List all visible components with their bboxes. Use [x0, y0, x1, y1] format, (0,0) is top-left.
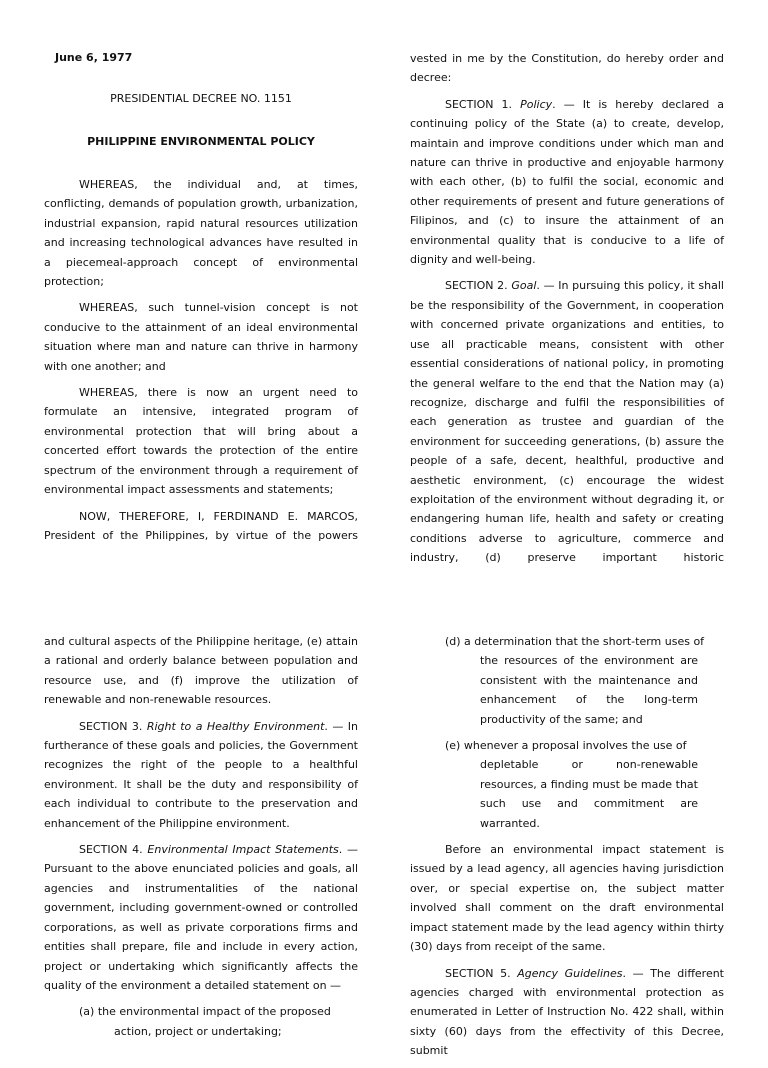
section-5-label: SECTION 5. — [445, 966, 511, 980]
section-5-title: Agency Guidelines — [517, 966, 623, 980]
section-2-title: Goal — [511, 279, 537, 293]
section-4 — [44, 840, 358, 995]
list-item-e-lead: (e) whenever a proposal involves the use of — [445, 739, 687, 753]
list-item-e-rest: depletable or non-renewable resources, a finding must be made that such use and commitment are warranted. — [480, 758, 698, 830]
section-3-label: SECTION 3. — [79, 719, 143, 733]
list-item-d — [410, 632, 724, 729]
section-1-title: Policy — [520, 97, 553, 111]
section-3-text: . — In furtherance of these goals and policies, the Government recognizes the right of the people to a healthful environment. It shall be the duty and responsibility of each individual to contribute to the preservation and enhancement of the Philippine environment. — [44, 719, 358, 830]
whereas-paragraph-2: WHEREAS, such tunnel-vision concept is not conducive to the attainment of an ideal environmental situation where man and nature can thrive in harmony with one another; and — [44, 301, 358, 373]
date: June 6, 1977 — [55, 51, 133, 64]
page1-right-column — [410, 49, 724, 575]
list-item-a — [44, 1002, 358, 1041]
vested-paragraph: vested in me by the Constitution, do hereby order and decree: — [410, 52, 724, 85]
section-2 — [410, 276, 724, 567]
section-1-text: . — It is hereby declared a continuing policy of the State (a) to create, develop, maintain and improve conditions under which man and nature can thrive in productive and enjoyable harmony with each other, (b) to fulfil the social, economic and other requirements of present and future generations of Filipinos, and (c) to insure the attainment of an environmental quality that is conducive to a life of dignity and well-being. — [410, 97, 724, 267]
list-item-a-rest: action, project or undertaking; — [114, 1024, 282, 1038]
section-3 — [44, 717, 358, 833]
section-1-label: SECTION 1. — [445, 97, 513, 111]
decree-number: PRESIDENTIAL DECREE NO. 1151 — [110, 92, 292, 105]
section-5 — [410, 964, 724, 1061]
page2-right-column — [410, 632, 724, 1068]
section-2-text: . — In pursuing this policy, it shall be the responsibility of the Government, in cooperation with concerned private organizations and entities, to use all practicable means, consistent with other essential considerations of national policy, in promoting the general welfare to the end that the Nation may (a) recognize, discharge and fulfil the responsibilities of each generation as trustee and guardian of the environment for succeeding generations, (b) assure the people of a safe, decent, healthful, productive and aesthetic environment, (c) encourage the widest exploitation of the environment without degrading it, or endangering human life, health and safety or creating conditions adverse to agriculture, commerce and industry, (d) preserve important historic — [410, 279, 724, 565]
list-item-d-rest: the resources of the environment are consistent with the maintenance and enhancement of the long-term productivity of the same; and — [480, 654, 698, 726]
section-4-title: Environmental Impact Statements — [147, 843, 339, 857]
list-item-e — [410, 736, 724, 833]
section-2-label: SECTION 2. — [445, 279, 508, 293]
list-item-d-lead: (d) a determination that the short-term uses of — [445, 635, 705, 648]
page1-left-column — [44, 175, 358, 552]
document-title: PHILIPPINE ENVIRONMENTAL POLICY — [87, 135, 315, 148]
whereas-paragraph-3: WHEREAS, there is now an urgent need to formulate an intensive, integrated program of environmental protection that will bring about a concerted effort towards the protection of the entire spectrum of the environment through a requirement of environmental impact assessments and statements; — [44, 386, 358, 497]
now-therefore-paragraph: NOW, THEREFORE, I, FERDINAND E. MARCOS, President of the Philippines, by virtue of the powers — [44, 509, 358, 542]
section-5-text: . — The different agencies charged with environmental protection as enumerated in Letter of Instruction No. 422 shall, within sixty (60) days from the effectivity of this Decree, submit — [410, 966, 724, 1058]
section-4-text: . — Pursuant to the above enunciated policies and goals, all agencies and instrumentalities of the national government, including government-owned or controlled corporations, as well as private corporations firms and entities shall prepare, file and include in every action, project or undertaking which significantly affects the quality of the environment a detailed statement on — — [44, 843, 358, 992]
whereas-paragraph-1: WHEREAS, the individual and, at times, conflicting, demands of population growth, urbanization, industrial expansion, rapid natural resources utilization and increasing technological advances have resulted in a piecemeal-approach concept of environmental protection; — [44, 178, 358, 289]
section-1 — [410, 95, 724, 270]
section-3-title: Right to a Healthy Environment — [146, 719, 325, 733]
section-4-label: SECTION 4. — [79, 843, 143, 857]
page2-left-column — [44, 632, 358, 1048]
before-eis-paragraph: Before an environmental impact statement is issued by a lead agency, all agencies having jurisdiction over, or special expertise on, the subject matter involved shall comment on the draft environmental impact statement made by the lead agency within thirty (30) days from receipt of the same. — [410, 843, 724, 954]
list-item-a-lead: (a) the environmental impact of the proposed — [79, 1005, 331, 1019]
heritage-paragraph: and cultural aspects of the Philippine heritage, (e) attain a rational and orderly balance between population and resource use, and (f) improve the utilization of renewable and non-renewable resources. — [44, 635, 358, 707]
